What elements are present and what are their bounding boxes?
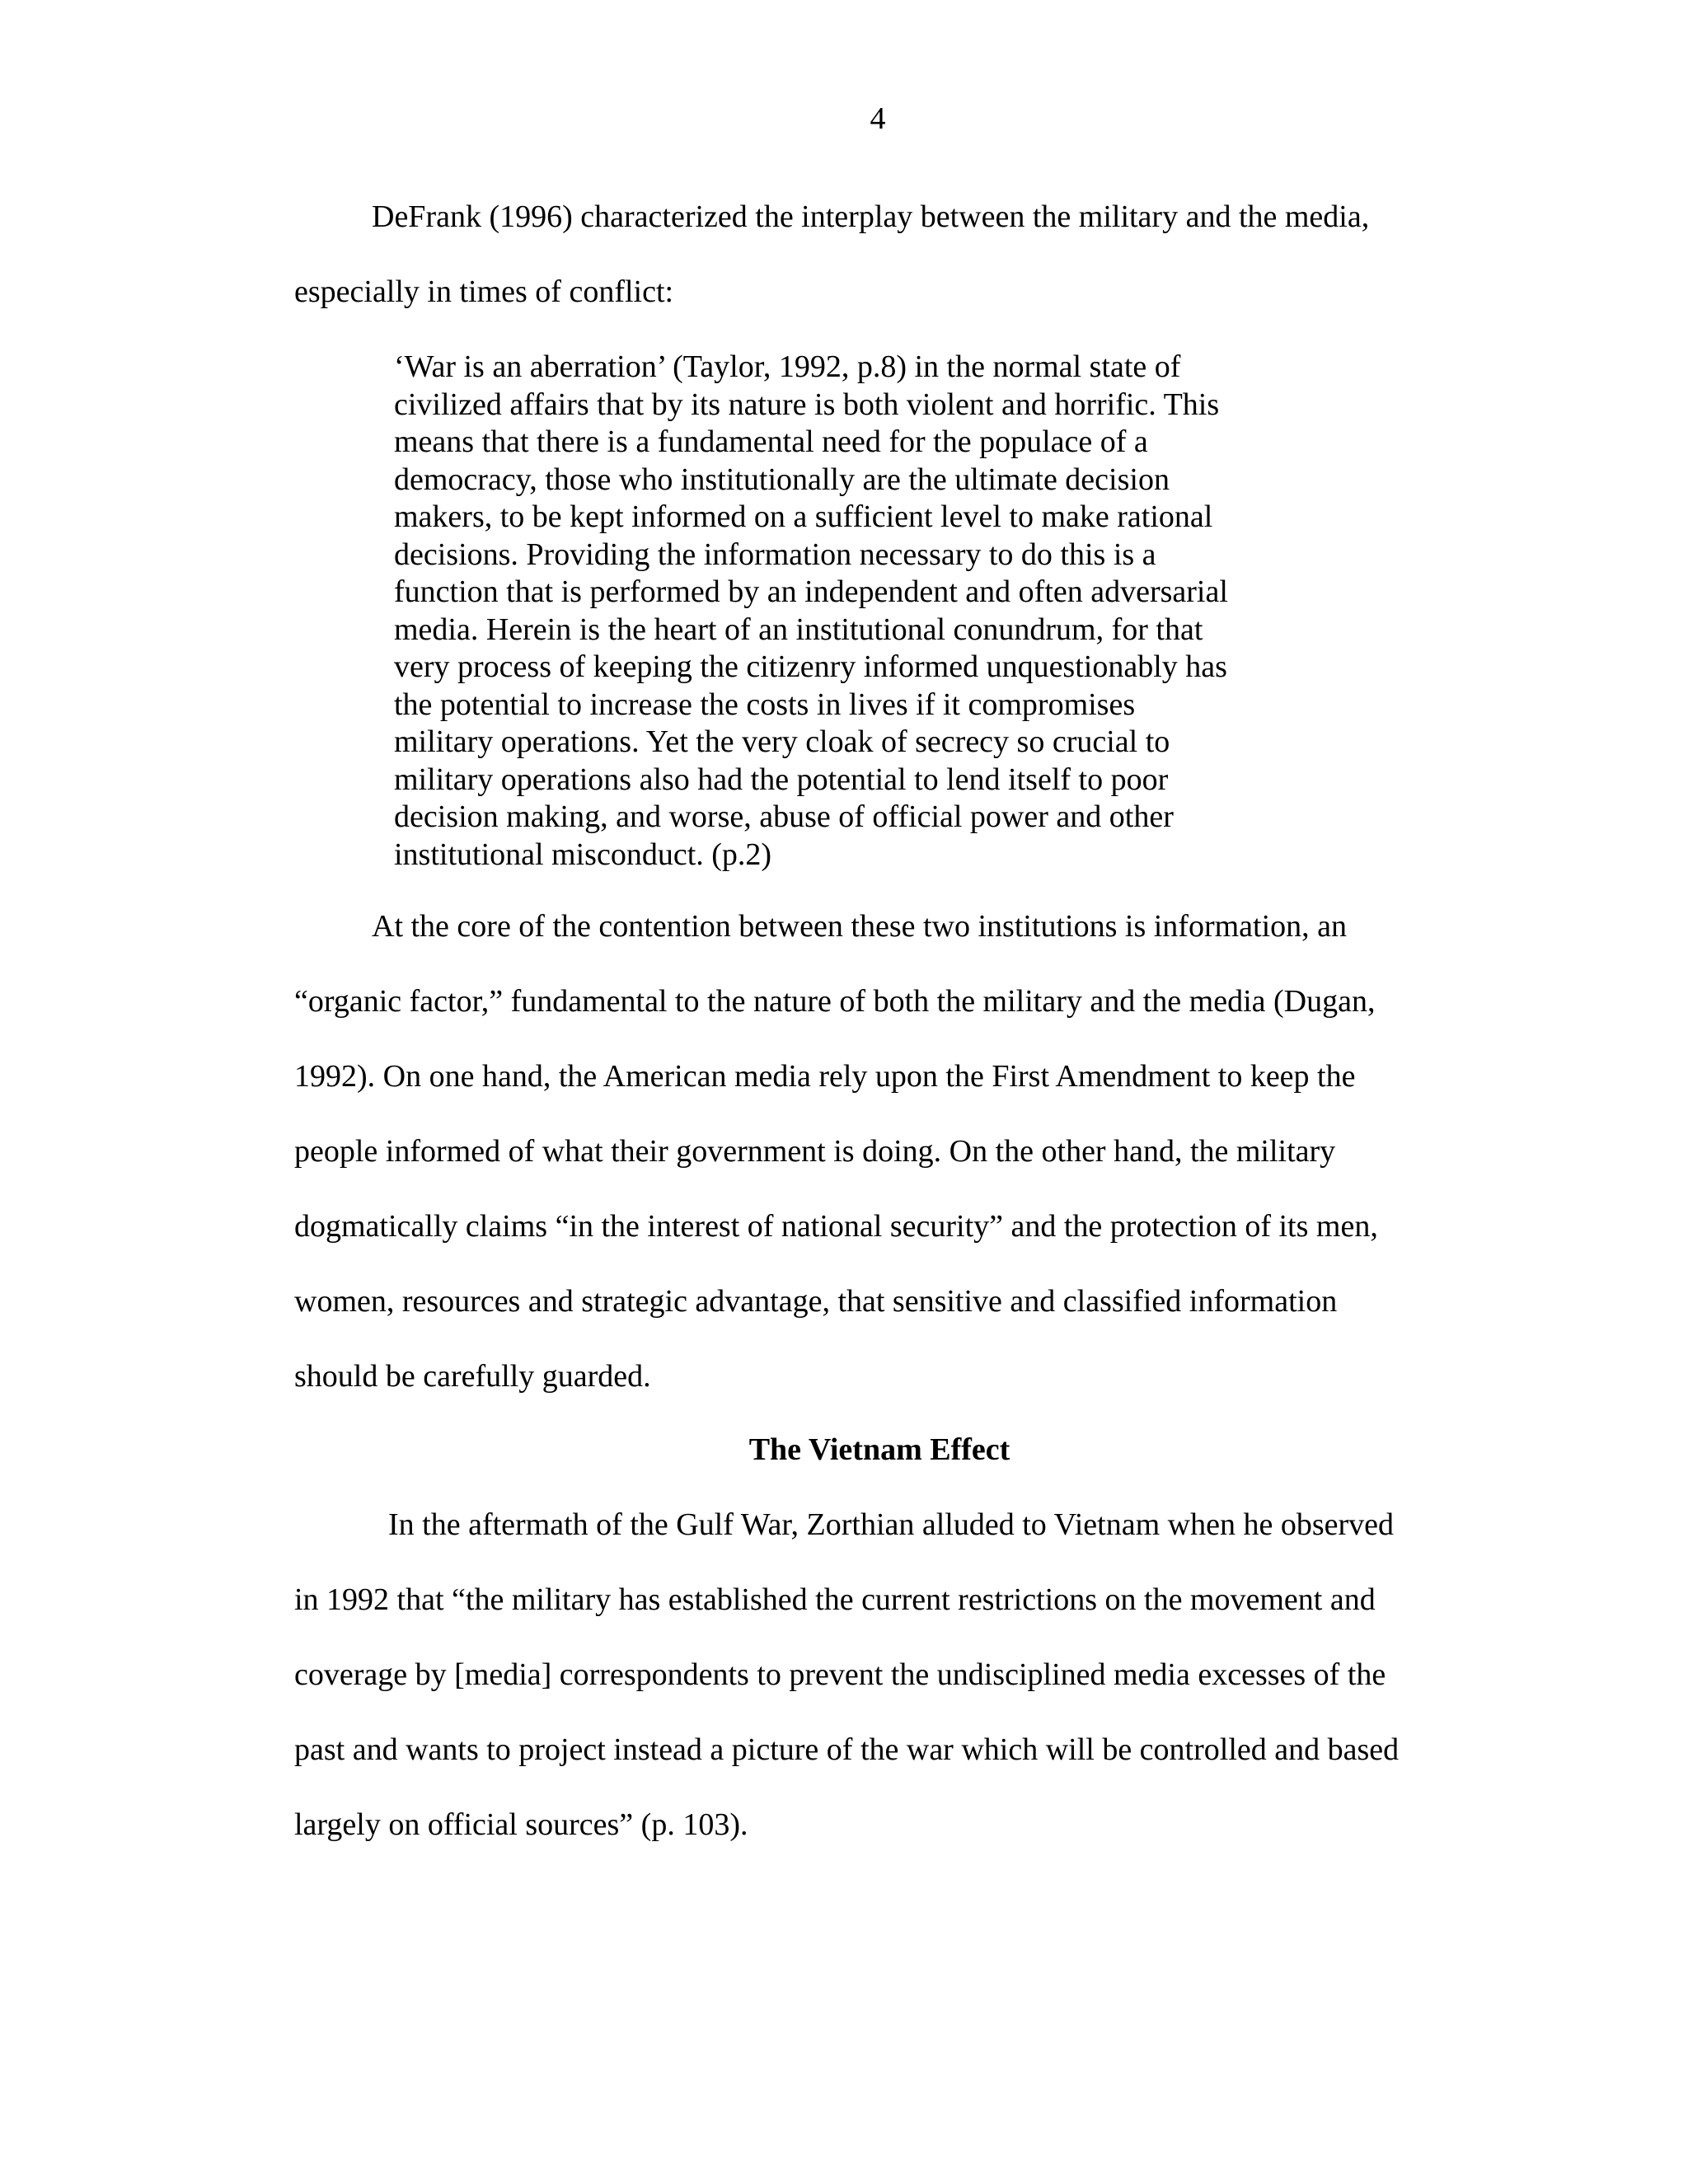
vietnam-line-1: In the aftermath of the Gulf War, Zorthian alluded to Vietnam when he observed [388, 1507, 1395, 1542]
contention-line-5: dogmatically claims “in the interest of national security” and the protection of its men, [294, 1209, 1378, 1244]
quote-line-8: media. Herein is the heart of an institutional conundrum, for that [394, 612, 1203, 647]
contention-line-3: 1992). On one hand, the American media rely upon the First Amendment to keep the [294, 1059, 1356, 1094]
contention-line-2: “organic factor,” fundamental to the nature of both the military and the media (Dugan, [294, 984, 1376, 1019]
quote-line-2: civilized affairs that by its nature is both violent and horrific. This [394, 387, 1220, 422]
quote-line-3: means that there is a fundamental need for the populace of a [394, 424, 1148, 459]
quote-line-6: decisions. Providing the information necessary to do this is a [394, 537, 1156, 572]
quote-line-1: ‘War is an aberration’ (Taylor, 1992, p.8) in the normal state of [394, 349, 1181, 384]
vietnam-line-2: in 1992 that “the military has established the current restrictions on the movement and [294, 1582, 1376, 1617]
quote-line-11: military operations. Yet the very cloak of secrecy so crucial to [394, 724, 1170, 759]
contention-line-7: should be carefully guarded. [294, 1359, 651, 1394]
contention-line-6: women, resources and strategic advantage, that sensitive and classified information [294, 1284, 1338, 1319]
vietnam-line-3: coverage by [media] correspondents to prevent the undisciplined media excesses of the [294, 1657, 1386, 1692]
quote-line-13: decision making, and worse, abuse of official power and other [394, 799, 1174, 834]
contention-line-4: people informed of what their government is doing. On the other hand, the military [294, 1134, 1336, 1169]
vietnam-line-4: past and wants to project instead a picture of the war which will be controlled and based [294, 1732, 1400, 1767]
quote-line-7: function that is performed by an independent and often adversarial [394, 574, 1228, 609]
section-heading: The Vietnam Effect [748, 1432, 1010, 1467]
quote-line-14: institutional misconduct. (p.2) [394, 837, 772, 872]
quote-line-4: democracy, those who institutionally are the ultimate decision [394, 462, 1170, 497]
quote-line-12: military operations also had the potential to lend itself to poor [394, 762, 1169, 797]
quote-line-5: makers, to be kept informed on a sufficient level to make rational [394, 499, 1213, 534]
intro-line-1: DeFrank (1996) characterized the interplay between the military and the media, [372, 199, 1370, 234]
quote-line-10: the potential to increase the costs in lives if it compromises [394, 687, 1136, 722]
page-number: 4 [870, 101, 886, 136]
intro-line-2: especially in times of conflict: [294, 274, 674, 309]
vietnam-line-5: largely on official sources” (p. 103). [294, 1807, 748, 1842]
contention-line-1: At the core of the contention between these two institutions is information, an [372, 909, 1348, 944]
quote-line-9: very process of keeping the citizenry informed unquestionably has [394, 649, 1227, 684]
